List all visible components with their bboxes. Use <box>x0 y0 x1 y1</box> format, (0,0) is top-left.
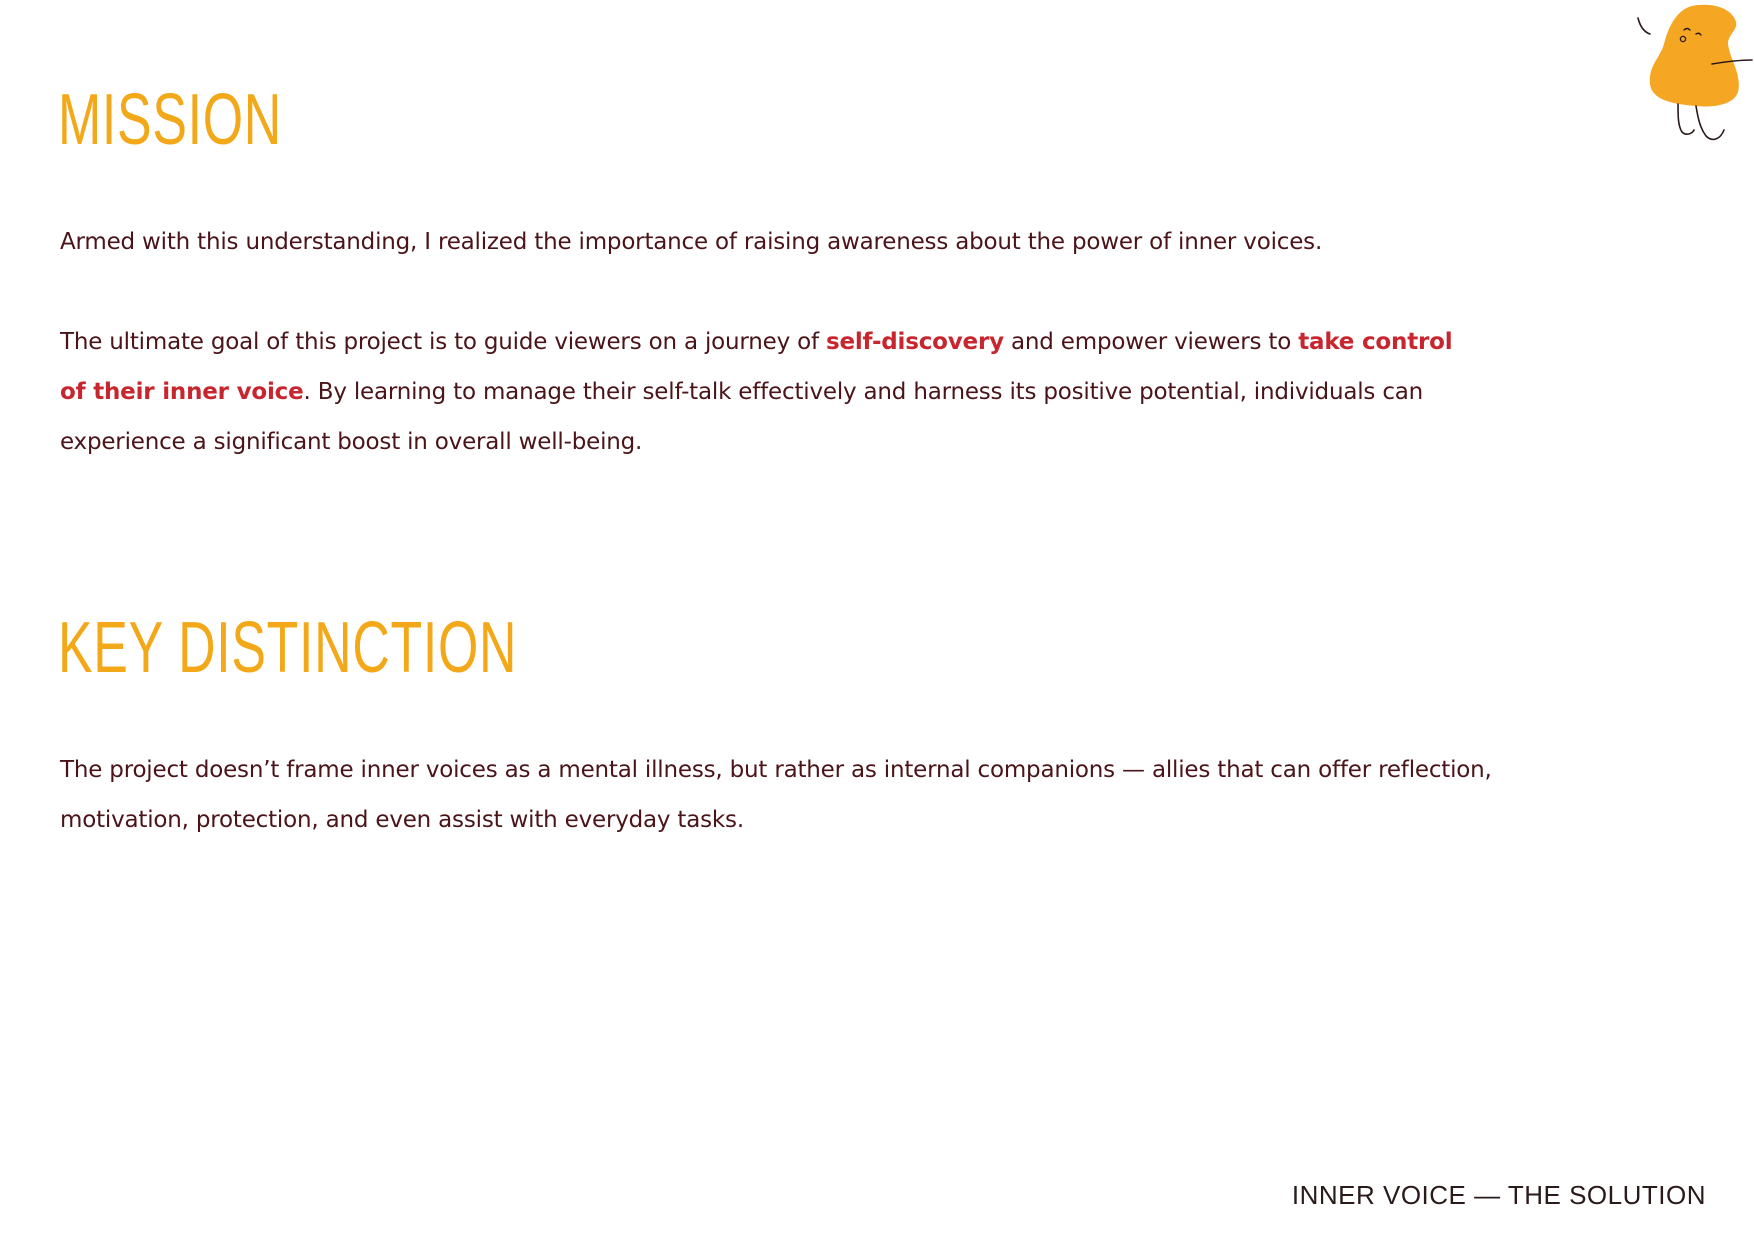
mission-paragraph-1: Armed with this understanding, I realized the importance of raising awareness about the power of inner voices. <box>60 229 1323 255</box>
key-distinction-paragraph: The project doesn’t frame inner voices as a mental illness, but rather as internal companions — allies that can offer reflection, motivation, protection, and even assist with everyday tasks. <box>60 757 1492 833</box>
mission-text-part-3: . By learning to manage their self-talk effectively and harness its positive potential, individuals can experience a significant boost in overall well-being. <box>60 379 1424 455</box>
blob-character-icon <box>1620 0 1754 146</box>
key-distinction-heading: KEY DISTINCTION <box>58 608 518 688</box>
highlight-take-control: take control of their inner voice <box>60 329 1453 405</box>
mission-paragraph-2 <box>60 317 1470 467</box>
mission-text-part-1: The ultimate goal of this project is to guide viewers on a journey of <box>60 329 826 355</box>
mission-heading: MISSION <box>58 80 282 160</box>
mission-text-part-2: and empower viewers to <box>1003 329 1299 355</box>
highlight-self-discovery: self-discovery <box>825 329 1004 355</box>
footer-label: INNER VOICE — THE SOLUTION <box>1291 1180 1706 1210</box>
